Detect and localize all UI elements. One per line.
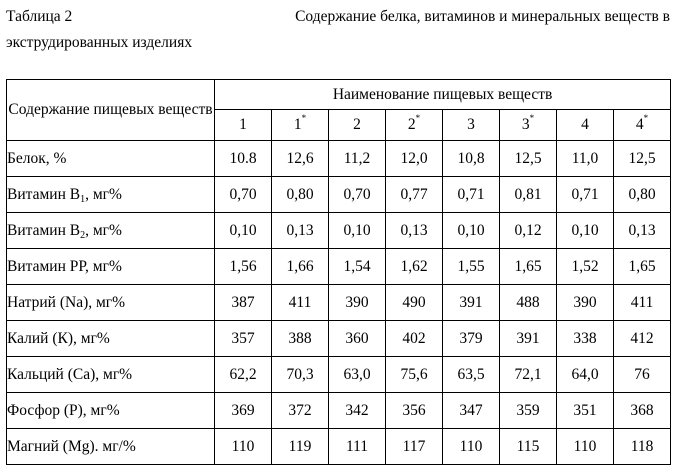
- table-cell: 379: [443, 321, 500, 357]
- row-label: Витамин В: [7, 221, 81, 239]
- table-cell: 117: [386, 429, 443, 465]
- table-cell: 111: [329, 429, 386, 465]
- table-cell: 0,70: [329, 177, 386, 213]
- table-cell: 0,70: [215, 177, 272, 213]
- table-cell: 0,81: [500, 177, 557, 213]
- table-cell: 62,2: [215, 357, 272, 393]
- table-cell: 110: [215, 429, 272, 465]
- column-mark: *: [529, 113, 535, 123]
- table-cell: 1,66: [272, 249, 329, 285]
- row-label-subscript: 2: [80, 229, 86, 241]
- column-header: [614, 110, 671, 141]
- column-label: 2: [353, 116, 361, 133]
- table-cell: 0,13: [272, 213, 329, 249]
- row-label-cell: [7, 321, 215, 357]
- table-cell: 12,5: [500, 141, 557, 177]
- table-cell: 412: [614, 321, 671, 357]
- table-cell: 347: [443, 393, 500, 429]
- table-cell: 369: [215, 393, 272, 429]
- table-cell: 0,10: [215, 213, 272, 249]
- table-cell: 1,62: [386, 249, 443, 285]
- column-label: 2: [407, 116, 416, 133]
- table-cell: 0,13: [614, 213, 671, 249]
- table-cell: 360: [329, 321, 386, 357]
- column-label: 3: [467, 116, 475, 133]
- table-cell: 390: [557, 285, 614, 321]
- table-cell: 0,71: [443, 177, 500, 213]
- row-label-cell: [7, 249, 215, 285]
- row-label: Магний (Mg). мг/%: [7, 437, 136, 455]
- column-label: 1: [293, 116, 302, 133]
- table-cell: 368: [614, 393, 671, 429]
- table-cell: 118: [614, 429, 671, 465]
- table-cell: 10.8: [215, 141, 272, 177]
- table-cell: 1,52: [557, 249, 614, 285]
- table-cell: 0,12: [500, 213, 557, 249]
- table-row: [7, 393, 671, 429]
- row-label-cell: [7, 429, 215, 465]
- row-label: Натрий (Na), мг%: [7, 293, 126, 311]
- column-header: [443, 110, 500, 141]
- row-label-cell: [7, 285, 215, 321]
- table-cell: 0,10: [557, 213, 614, 249]
- table-cell: 12,5: [614, 141, 671, 177]
- table-cell: 359: [500, 393, 557, 429]
- table-cell: 110: [443, 429, 500, 465]
- column-label: 3: [521, 116, 530, 133]
- row-label-cell: [7, 357, 215, 393]
- table-cell: 1,55: [443, 249, 500, 285]
- table-cell: 1,54: [329, 249, 386, 285]
- column-header: [329, 110, 386, 141]
- table-cell: 72,1: [500, 357, 557, 393]
- table-cell: 351: [557, 393, 614, 429]
- table-number: Таблица 2: [6, 8, 73, 25]
- table-cell: 0,10: [443, 213, 500, 249]
- table-cell: 64,0: [557, 357, 614, 393]
- table-cell: 387: [215, 285, 272, 321]
- row-label-subscript: 1: [80, 193, 86, 205]
- table-cell: 12,0: [386, 141, 443, 177]
- table-title: Содержание белка, витаминов и минеральных веществ в: [295, 8, 670, 25]
- row-header-cell: Содержание пищевых веществ: [7, 80, 215, 141]
- column-header: [215, 110, 272, 141]
- row-label-cell: [7, 393, 215, 429]
- table-cell: 0,71: [557, 177, 614, 213]
- table-row: [7, 141, 671, 177]
- table-cell: 411: [272, 285, 329, 321]
- column-label: 4: [635, 116, 644, 133]
- column-label: 1: [239, 116, 247, 133]
- table-cell: 0,80: [614, 177, 671, 213]
- table-caption: [6, 4, 670, 56]
- table-row: [7, 177, 671, 213]
- table-cell: 10,8: [443, 141, 500, 177]
- table-cell: 372: [272, 393, 329, 429]
- nutrient-table: [6, 79, 671, 465]
- header-row-1: [7, 80, 671, 110]
- table-cell: 356: [386, 393, 443, 429]
- column-header: [557, 110, 614, 141]
- table-cell: 1,65: [500, 249, 557, 285]
- caption-line-1: [6, 4, 670, 30]
- row-label: Белок, %: [7, 149, 67, 167]
- table-title-continuation: экструдированных изделиях: [6, 34, 193, 51]
- row-label-cell: [7, 141, 215, 177]
- row-label: Витамин РР, мг%: [7, 257, 122, 275]
- table-cell: 357: [215, 321, 272, 357]
- table-cell: 0,80: [272, 177, 329, 213]
- table-row: [7, 285, 671, 321]
- table-cell: 411: [614, 285, 671, 321]
- table-cell: 63,5: [443, 357, 500, 393]
- row-label-unit: , мг%: [85, 221, 122, 239]
- table-cell: 0,13: [386, 213, 443, 249]
- table-cell: 338: [557, 321, 614, 357]
- table-row: [7, 249, 671, 285]
- table-row: [7, 213, 671, 249]
- table-cell: 1,65: [614, 249, 671, 285]
- table-cell: 11,0: [557, 141, 614, 177]
- table-cell: 490: [386, 285, 443, 321]
- table-cell: 391: [443, 285, 500, 321]
- table-cell: 110: [557, 429, 614, 465]
- table-cell: 391: [500, 321, 557, 357]
- table-cell: 119: [272, 429, 329, 465]
- column-mark: *: [301, 113, 307, 123]
- table-cell: 488: [500, 285, 557, 321]
- table-cell: 76: [614, 357, 671, 393]
- column-label: 4: [581, 116, 589, 133]
- table-row: [7, 321, 671, 357]
- table-cell: 12,6: [272, 141, 329, 177]
- row-label-unit: , мг%: [85, 185, 122, 203]
- table-cell: 1,56: [215, 249, 272, 285]
- table-cell: 0,10: [329, 213, 386, 249]
- table-row: [7, 357, 671, 393]
- column-header: [272, 110, 329, 141]
- row-label: Фосфор (Р), мг%: [7, 401, 120, 419]
- table-cell: 75,6: [386, 357, 443, 393]
- column-mark: *: [643, 113, 649, 123]
- row-label: Кальций (Са), мг%: [7, 365, 133, 383]
- table-cell: 115: [500, 429, 557, 465]
- table-body: [7, 141, 671, 465]
- row-label-cell: [7, 177, 215, 213]
- table-cell: 402: [386, 321, 443, 357]
- table-cell: 390: [329, 285, 386, 321]
- table-cell: 0,77: [386, 177, 443, 213]
- table-cell: 63,0: [329, 357, 386, 393]
- column-mark: *: [415, 113, 421, 123]
- group-header-cell: Наименование пищевых веществ: [215, 80, 671, 110]
- column-header: [500, 110, 557, 141]
- table-cell: 11,2: [329, 141, 386, 177]
- row-label: Калий (К), мг%: [7, 329, 110, 347]
- row-label: Витамин В: [7, 185, 81, 203]
- row-label-cell: [7, 213, 215, 249]
- table-cell: 388: [272, 321, 329, 357]
- table-cell: 342: [329, 393, 386, 429]
- column-header: [386, 110, 443, 141]
- table-row: [7, 429, 671, 465]
- table-cell: 70,3: [272, 357, 329, 393]
